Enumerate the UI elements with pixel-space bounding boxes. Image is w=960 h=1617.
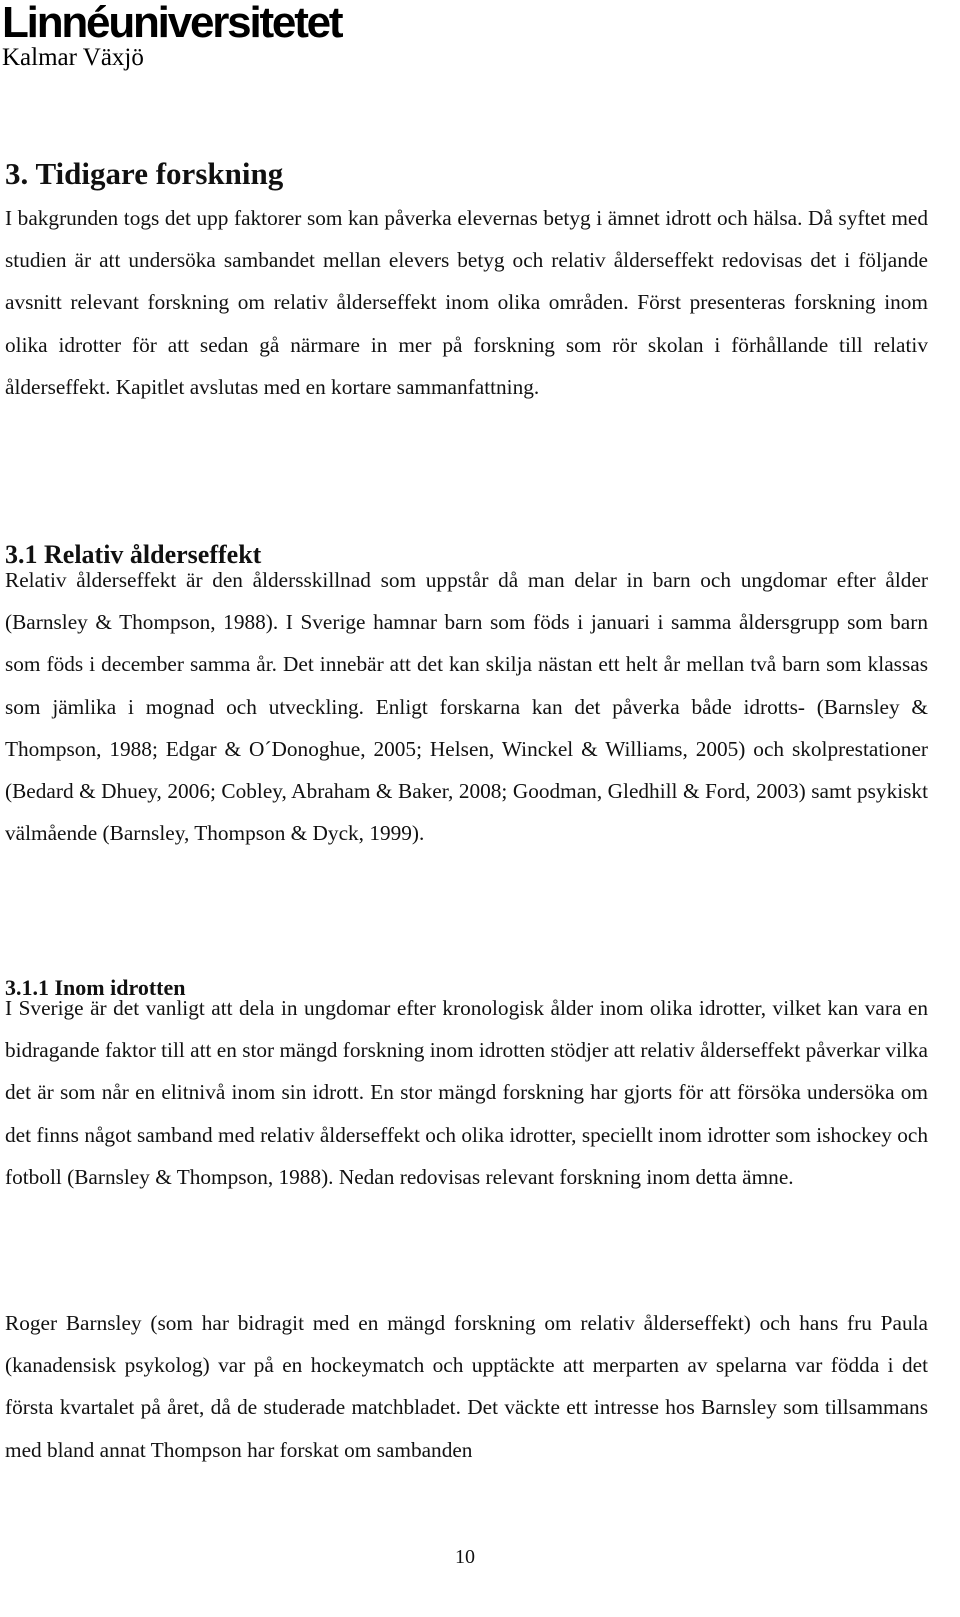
subsubsection-paragraph-2: Roger Barnsley (som har bidragit med en mängd forskning om relativ ålderseffekt) och hans fru Paula (kanadensisk psykolog) var på en hockeymatch och upptäckte att merparten av spelarna var födda i det första kvartalet på året, då de studerade matchbladet. Det väckte ett intresse hos Barnsley som tillsammans med bland annat Thompson har forskat om sambanden: [5, 1311, 928, 1462]
subsubsection-heading: 3.1.1 Inom idrotten: [5, 975, 186, 1000]
logo-subtitle: Kalmar Växjö: [2, 44, 144, 71]
university-logo: [2, 0, 422, 72]
subsection-heading: 3.1 Relativ ålderseffekt: [5, 539, 262, 569]
logo-name: Linnéuniversitetet: [2, 0, 342, 47]
section-intro-paragraph: I bakgrunden togs det upp faktorer som kan påverka elevernas betyg i ämnet idrott och hälsa. Då syftet med studien är att undersöka sambandet mellan elevers betyg och relativ ålderseffekt redovisas det i följande avsnitt relevant forskning om relativ ålderseffekt inom olika områden. Först presenteras forskning inom olika idrotter för att sedan gå närmare in mer på forskning som rör skolan i förhållande till relativ ålderseffekt. Kapitlet avslutas med en kortare sammanfattning.: [5, 206, 928, 399]
subsection-paragraph: Relativ ålderseffekt är den åldersskillnad som uppstår då man delar in barn och ungdomar efter ålder (Barnsley & Thompson, 1988). I Sverige hamnar barn som föds i januari i samma åldersgrupp som barn som föds i december samma år. Det innebär att det kan skilja nästan ett helt år mellan två barn som klassas som jämlika i mognad och utveckling. Enligt forskarna kan det påverka både idrotts- (Barnsley & Thompson, 1988; Edgar & O´Donoghue, 2005; Helsen, Winckel & Williams, 2005) och skolprestationer (Bedard & Dhuey, 2006; Cobley, Abraham & Baker, 2008; Goodman, Gledhill & Ford, 2003) samt psykiskt välmående (Barnsley, Thompson & Dyck, 1999).: [5, 568, 928, 846]
page-number: 10: [455, 1546, 475, 1568]
section-heading: 3. Tidigare forskning: [5, 155, 284, 191]
subsubsection-paragraph: I Sverige är det vanligt att dela in ungdomar efter kronologisk ålder inom olika idrotter, vilket kan vara en bidragande faktor till att en stor mängd forskning inom idrotten stödjer att relativ ålderseffekt påverkar vilka det är som når en elitnivå inom sin idrott. En stor mängd forskning har gjorts för att försöka undersöka om det finns något samband med relativ ålderseffekt och olika idrotter, speciellt inom idrotter som ishockey och fotboll (Barnsley & Thompson, 1988). Nedan redovisas relevant forskning inom detta ämne.: [5, 996, 928, 1189]
